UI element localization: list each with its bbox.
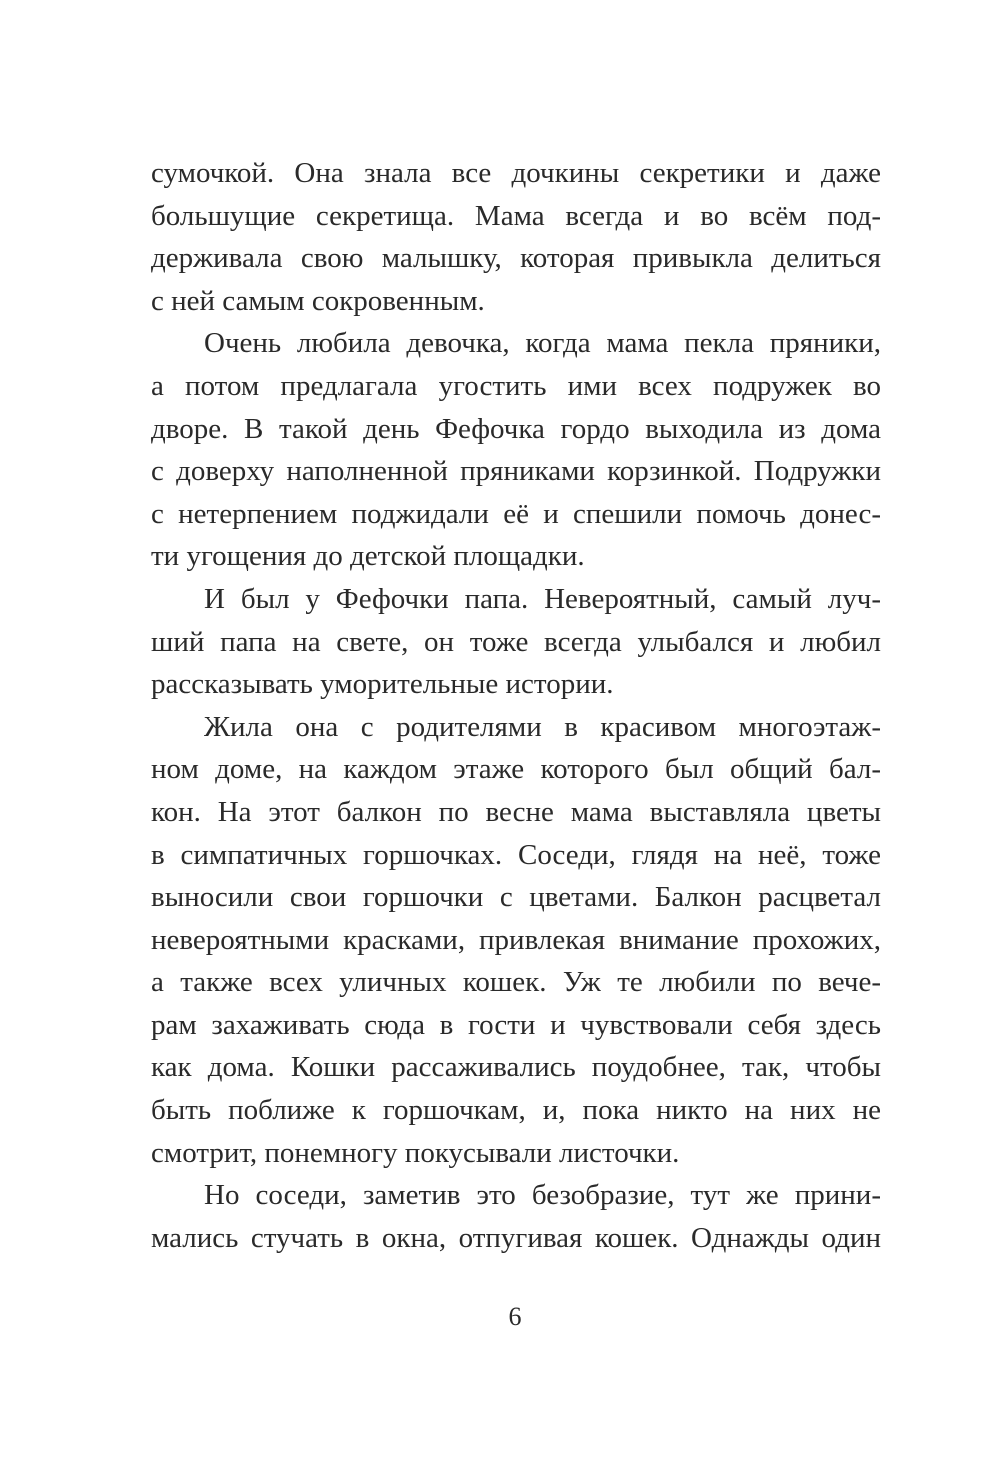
text-line: ший папа на свете, он тоже всегда улыбался и любил: [151, 625, 881, 658]
text-line: мались стучать в окна, отпугивая кошек. Однажды один: [151, 1221, 881, 1254]
text-line: рам захаживать сюда в гости и чувствовали себя здесь: [151, 1008, 881, 1041]
text-line: с ней самым сокровенным.: [151, 284, 485, 317]
text-line: сумочкой. Она знала все дочкины секретики и даже: [151, 157, 881, 189]
text-line: а потом предлагала угостить ими всех подружек во: [151, 369, 881, 402]
text-line: ти угощения до детской площадки.: [151, 540, 585, 573]
text-line: И был у Фефочки папа. Невероятный, самый луч-: [204, 582, 881, 615]
text-line: Но соседи, заметив это безобразие, тут же прини-: [204, 1179, 881, 1212]
text-line: рассказывать уморительные истории.: [151, 668, 614, 701]
text-line: невероятными красками, привлекая внимание прохожих,: [151, 923, 881, 956]
text-line: Жила она с родителями в красивом многоэтаж-: [204, 710, 881, 743]
text-line: выносили свои горшочки с цветами. Балкон расцветал: [151, 881, 881, 914]
text-line: дворе. В такой день Фефочка гордо выходила из дома: [151, 412, 881, 445]
text-line: ном доме, на каждом этаже которого был общий бал-: [151, 753, 881, 786]
text-line: как дома. Кошки рассаживались поудобнее, так, чтобы: [151, 1051, 881, 1084]
text-line: держивала свою малышку, которая привыкла делиться: [151, 242, 881, 275]
page-number: 6: [508, 1302, 522, 1331]
text-line: а также всех уличных кошек. Уж те любили по вече-: [151, 966, 881, 999]
text-line: в симпатичных горшочках. Соседи, глядя на неё, тоже: [151, 838, 881, 871]
text-line: большущие секретища. Мама всегда и во всём под-: [151, 199, 881, 232]
body-text: [151, 152, 881, 1259]
text-line: с доверху наполненной пряниками корзинкой. Подружки: [151, 455, 881, 488]
text-line: быть поближе к горшочкам, и, пока никто на них не: [151, 1094, 881, 1127]
text-line: Очень любила девочка, когда мама пекла пряники,: [204, 327, 881, 360]
text-line: кон. На этот балкон по весне мама выставляла цветы: [151, 795, 881, 828]
text-line: смотрит, понемногу покусывали листочки.: [151, 1136, 680, 1169]
text-line: с нетерпением поджидали её и спешили помочь донес-: [151, 497, 881, 530]
